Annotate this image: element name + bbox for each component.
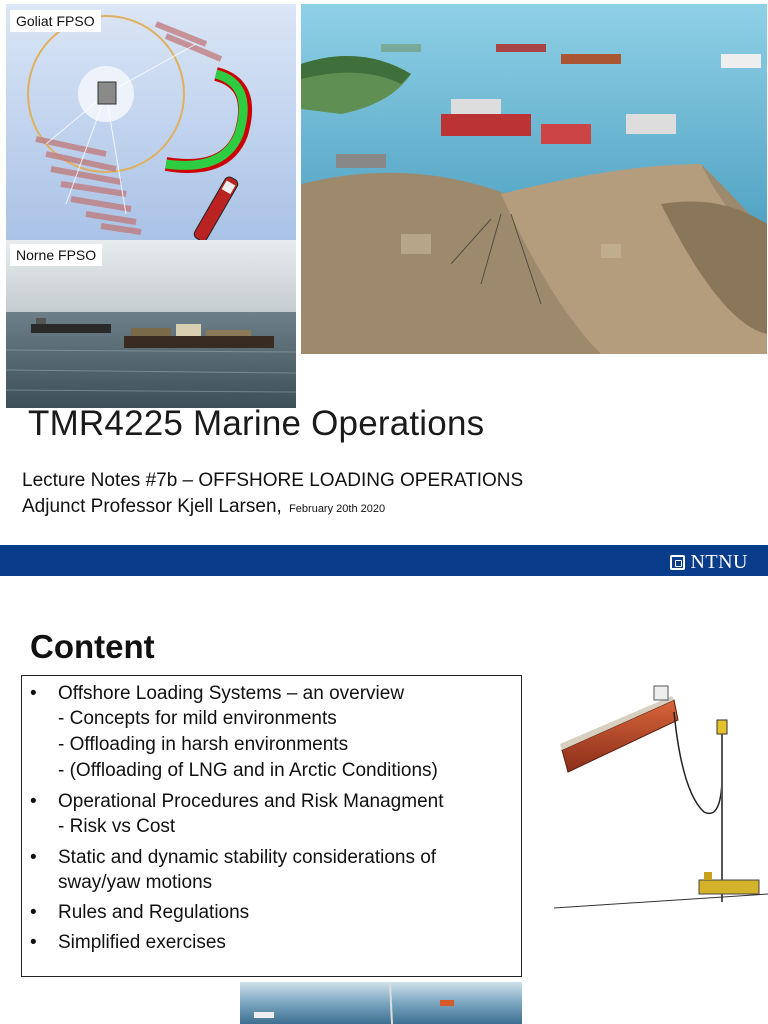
bullet-icon: • xyxy=(30,847,37,868)
sub-item: - Concepts for mild environments xyxy=(58,708,337,729)
lecture-subtitle: Lecture Notes #7b – OFFSHORE LOADING OPERATIONS xyxy=(22,470,524,491)
ntnu-logo xyxy=(670,551,748,574)
list-item-text: Rules and Regulations xyxy=(58,902,250,923)
sub-item: - (Offloading of LNG and in Arctic Conditions) xyxy=(58,760,438,781)
content-title: Content xyxy=(30,628,155,665)
sub-item: - Risk vs Cost xyxy=(58,816,176,837)
bullet-icon: • xyxy=(30,683,37,704)
goliat-fpso-label: Goliat FPSO xyxy=(10,10,101,32)
presentation-title: TMR4225 Marine Operations xyxy=(28,404,485,443)
bottom-sea-photo xyxy=(240,982,522,1024)
list-item xyxy=(30,681,513,784)
ntnu-logo-icon xyxy=(670,555,685,570)
list-item-text: Static and dynamic stability considerations of sway/yaw motions xyxy=(58,847,437,893)
content-list-box xyxy=(21,675,522,977)
sub-item: - Offloading in harsh environments xyxy=(58,734,349,755)
list-item-text: Simplified exercises xyxy=(58,932,226,953)
author-line xyxy=(22,496,385,518)
list-item-text: Operational Procedures and Risk Managment xyxy=(58,791,444,812)
goliat-fpso-illustration xyxy=(6,4,296,240)
bullet-icon: • xyxy=(30,791,37,812)
content-slide xyxy=(0,576,768,1024)
bullet-icon: • xyxy=(30,902,37,923)
list-item-text: Offshore Loading Systems – an overview xyxy=(58,683,405,704)
list-item xyxy=(30,789,513,840)
footer-bar xyxy=(0,545,768,576)
bullet-icon: • xyxy=(30,932,37,953)
lecture-date: February 20th 2020 xyxy=(289,503,386,515)
list-item xyxy=(30,845,513,895)
offshore-field-illustration xyxy=(301,4,767,354)
ntnu-logo-text: NTNU xyxy=(690,551,748,573)
list-item xyxy=(30,930,513,955)
author-name: Adjunct Professor Kjell Larsen, xyxy=(22,496,282,517)
list-item xyxy=(30,900,513,925)
loading-buoy-illustration xyxy=(554,672,768,942)
norne-fpso-photo xyxy=(6,240,296,408)
norne-fpso-label: Norne FPSO xyxy=(10,244,102,266)
